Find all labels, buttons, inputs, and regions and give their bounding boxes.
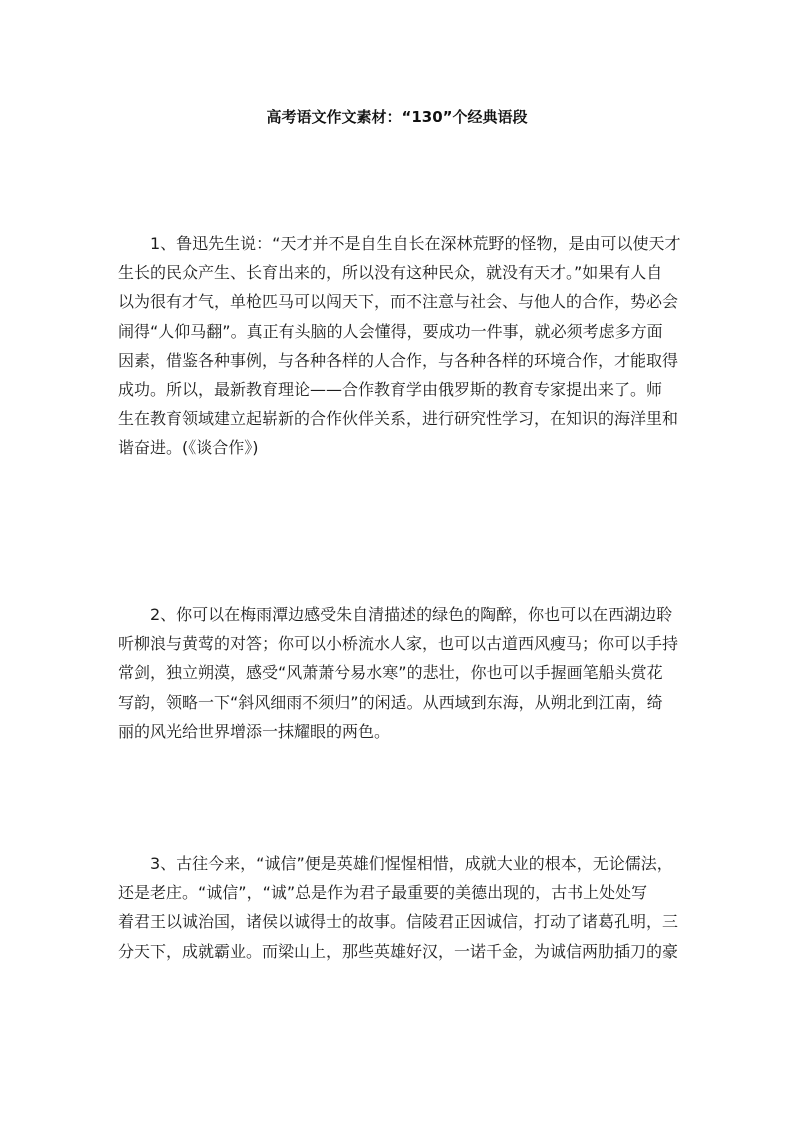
paragraph-2 (118, 600, 678, 746)
paragraph-line: 常剑，独立朔漠，感受“风萧萧兮易水寒”的悲壮，你也可以手握画笔船头赏花 (118, 663, 663, 683)
paragraph-line: 闹得“人仰马翻”。真正有头脑的人会懂得，要成功一件事，就必须考虑多方面 (118, 321, 663, 341)
paragraph-line: 成功。所以，最新教育理论——合作教育学由俄罗斯的教育专家提出来了。师 (118, 380, 663, 400)
paragraph-line: 生在教育领域建立起崭新的合作伙伴关系，进行研究性学习，在知识的海洋里和 (118, 409, 679, 429)
paragraph-3 (118, 849, 678, 1024)
paragraph-line: 2、你可以在梅雨潭边感受朱自清描述的绿色的陶醉，你也可以在西湖边聆 (150, 605, 673, 624)
document-title: 高考语文作文素材：“130”个经典语段 (266, 108, 528, 126)
paragraph-line: 写韵，领略一下“斜风细雨不须归”的闲适。从西域到东海，从朔北到江南，绮 (118, 692, 663, 712)
paragraph-line: 丽的风光给世界增添一抹耀眼的两色。 (118, 721, 391, 741)
paragraph-line: 谐奋进。(《谈合作》) (118, 438, 259, 458)
paragraph-line: 以为很有才气，单枪匹马可以闯天下，而不注意与社会、与他人的合作，势必会 (118, 292, 679, 312)
paragraph-line: 还是老庄。“诚信”，“诚”总是作为君子最重要的美德出现的，古书上处处写 (118, 883, 648, 903)
paragraph-1 (118, 229, 681, 463)
paragraph-line: 3、古往今来，“诚信”便是英雄们惺惺相惜，成就大业的根本，无论儒法， (150, 854, 673, 873)
paragraph-line: 着君王以诚治国，诸侯以诚得士的故事。信陵君正因诚信，打动了诸葛孔明，三 (118, 912, 678, 932)
paragraph-line: 因素，借鉴各种事例，与各种各样的人合作，与各种各样的环境合作，才能取得 (118, 350, 679, 370)
paragraph-line: 1、鲁迅先生说：“天才并不是自生自长在深林荒野的怪物，是由可以使天才 (150, 234, 681, 253)
paragraph-line: 听柳浪与黄莺的对答；你可以小桥流水人家，也可以古道西风瘦马；你可以手持 (118, 634, 679, 654)
paragraph-line: 分天下，成就霸业。而梁山上，那些英雄好汉，一诺千金，为诚信两肋插刀的豪 (118, 941, 678, 961)
paragraph-line: 生长的民众产生、长育出来的，所以没有这种民众，就没有天才。”如果有人自 (118, 263, 663, 283)
